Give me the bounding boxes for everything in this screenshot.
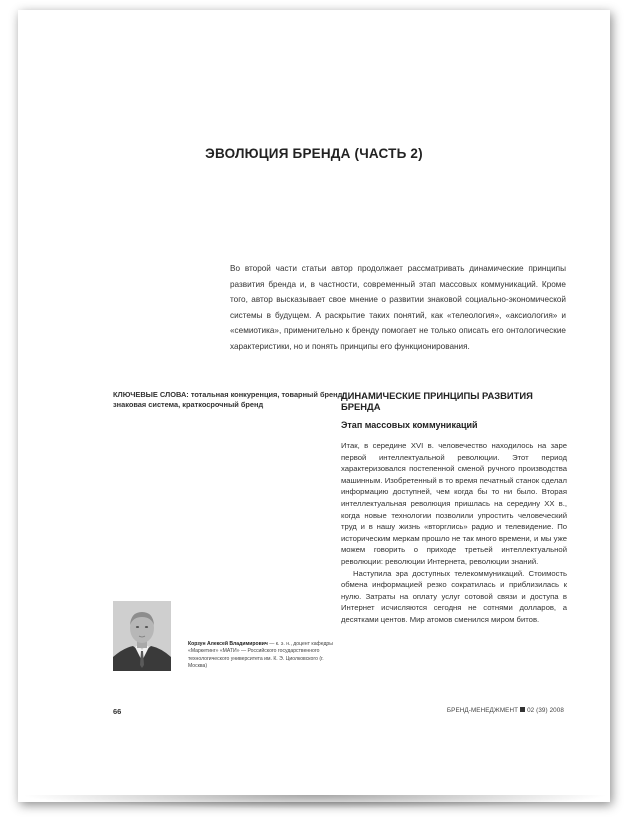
keywords-label: КЛЮЧЕВЫЕ СЛОВА:: [113, 390, 189, 399]
journal-page: [18, 10, 610, 802]
author-photo: [113, 601, 171, 671]
journal-issue: 02 (39) 2008: [527, 707, 564, 714]
author-bio: — к. э. н., доцент кафедры «Маркетинг» «МАТИ» — Российского государственного технологического университета им. К. Э. Циолковского (г. Москва): [188, 641, 333, 670]
page-number: 66: [113, 707, 122, 716]
article-title: ЭВОЛЮЦИЯ БРЕНДА (ЧАСТЬ 2): [205, 146, 423, 161]
section-heading: ДИНАМИЧЕСКИЕ ПРИНЦИПЫ РАЗВИТИЯ БРЕНДА: [341, 390, 533, 412]
body-text: [341, 440, 567, 626]
journal-name: БРЕНД-МЕНЕДЖМЕНТ: [446, 707, 519, 714]
author-info: [188, 641, 338, 671]
page-shadow: [20, 795, 610, 809]
journal-footer: [447, 707, 564, 714]
author-portrait-image: [113, 601, 171, 671]
paragraph: Наступила эра доступных телекоммуникаций. Стоимость обмена информацией резко сократилась и приблизилась к нулю. Затраты на оплату услуг сотовой связи и доступа в Интернет исчисляются сегодня не сотнями долларов, а десятками центов. Мир атомов сменился миром битов.: [341, 568, 567, 624]
paragraph: Итак, в середине XVI в. человечество находилось на заре первой интеллектуальной революции. Этот период характеризовался постепенной сменой ручного производства машинным. Изобретенный в то время печатный станок сделал информацию доступней, чем когда бы то ни было. Вторая интеллектуальная революция пришлась на середину XX в., когда новые технологии позволили упростить человеческий труд и в нашу жизнь «вторглись» радио и телевидение. По историческим меркам прошло не так много времени, и мы уже можем говорить о приходе третьей интеллектуальной революции: революции Интернета, революции знаний.: [341, 441, 567, 566]
square-bullet-icon: [520, 707, 525, 712]
author-name: Корзун Алексей Владимирович: [188, 641, 268, 647]
keywords-text: тотальная конкуренция, товарный бренд, знаковая система, краткосрочный бренд: [113, 390, 345, 409]
keywords: [113, 390, 345, 410]
article-abstract: Во второй части статьи автор продолжает рассматривать динамические принципы развития бренда и, в частности, современный этап массовых коммуникаций. Кроме того, автор высказывает свое мнение о развитии знаковой социально-экономической системы в будущем. А раскрытие таких понятий, как «телеология», «аксиология» и «семиотика», применительно к бренду помогает не только описать его онтологические характеристики, но и понять принципы его функционирования.: [230, 264, 566, 351]
subsection-heading: Этап массовых коммуникаций: [341, 420, 478, 430]
